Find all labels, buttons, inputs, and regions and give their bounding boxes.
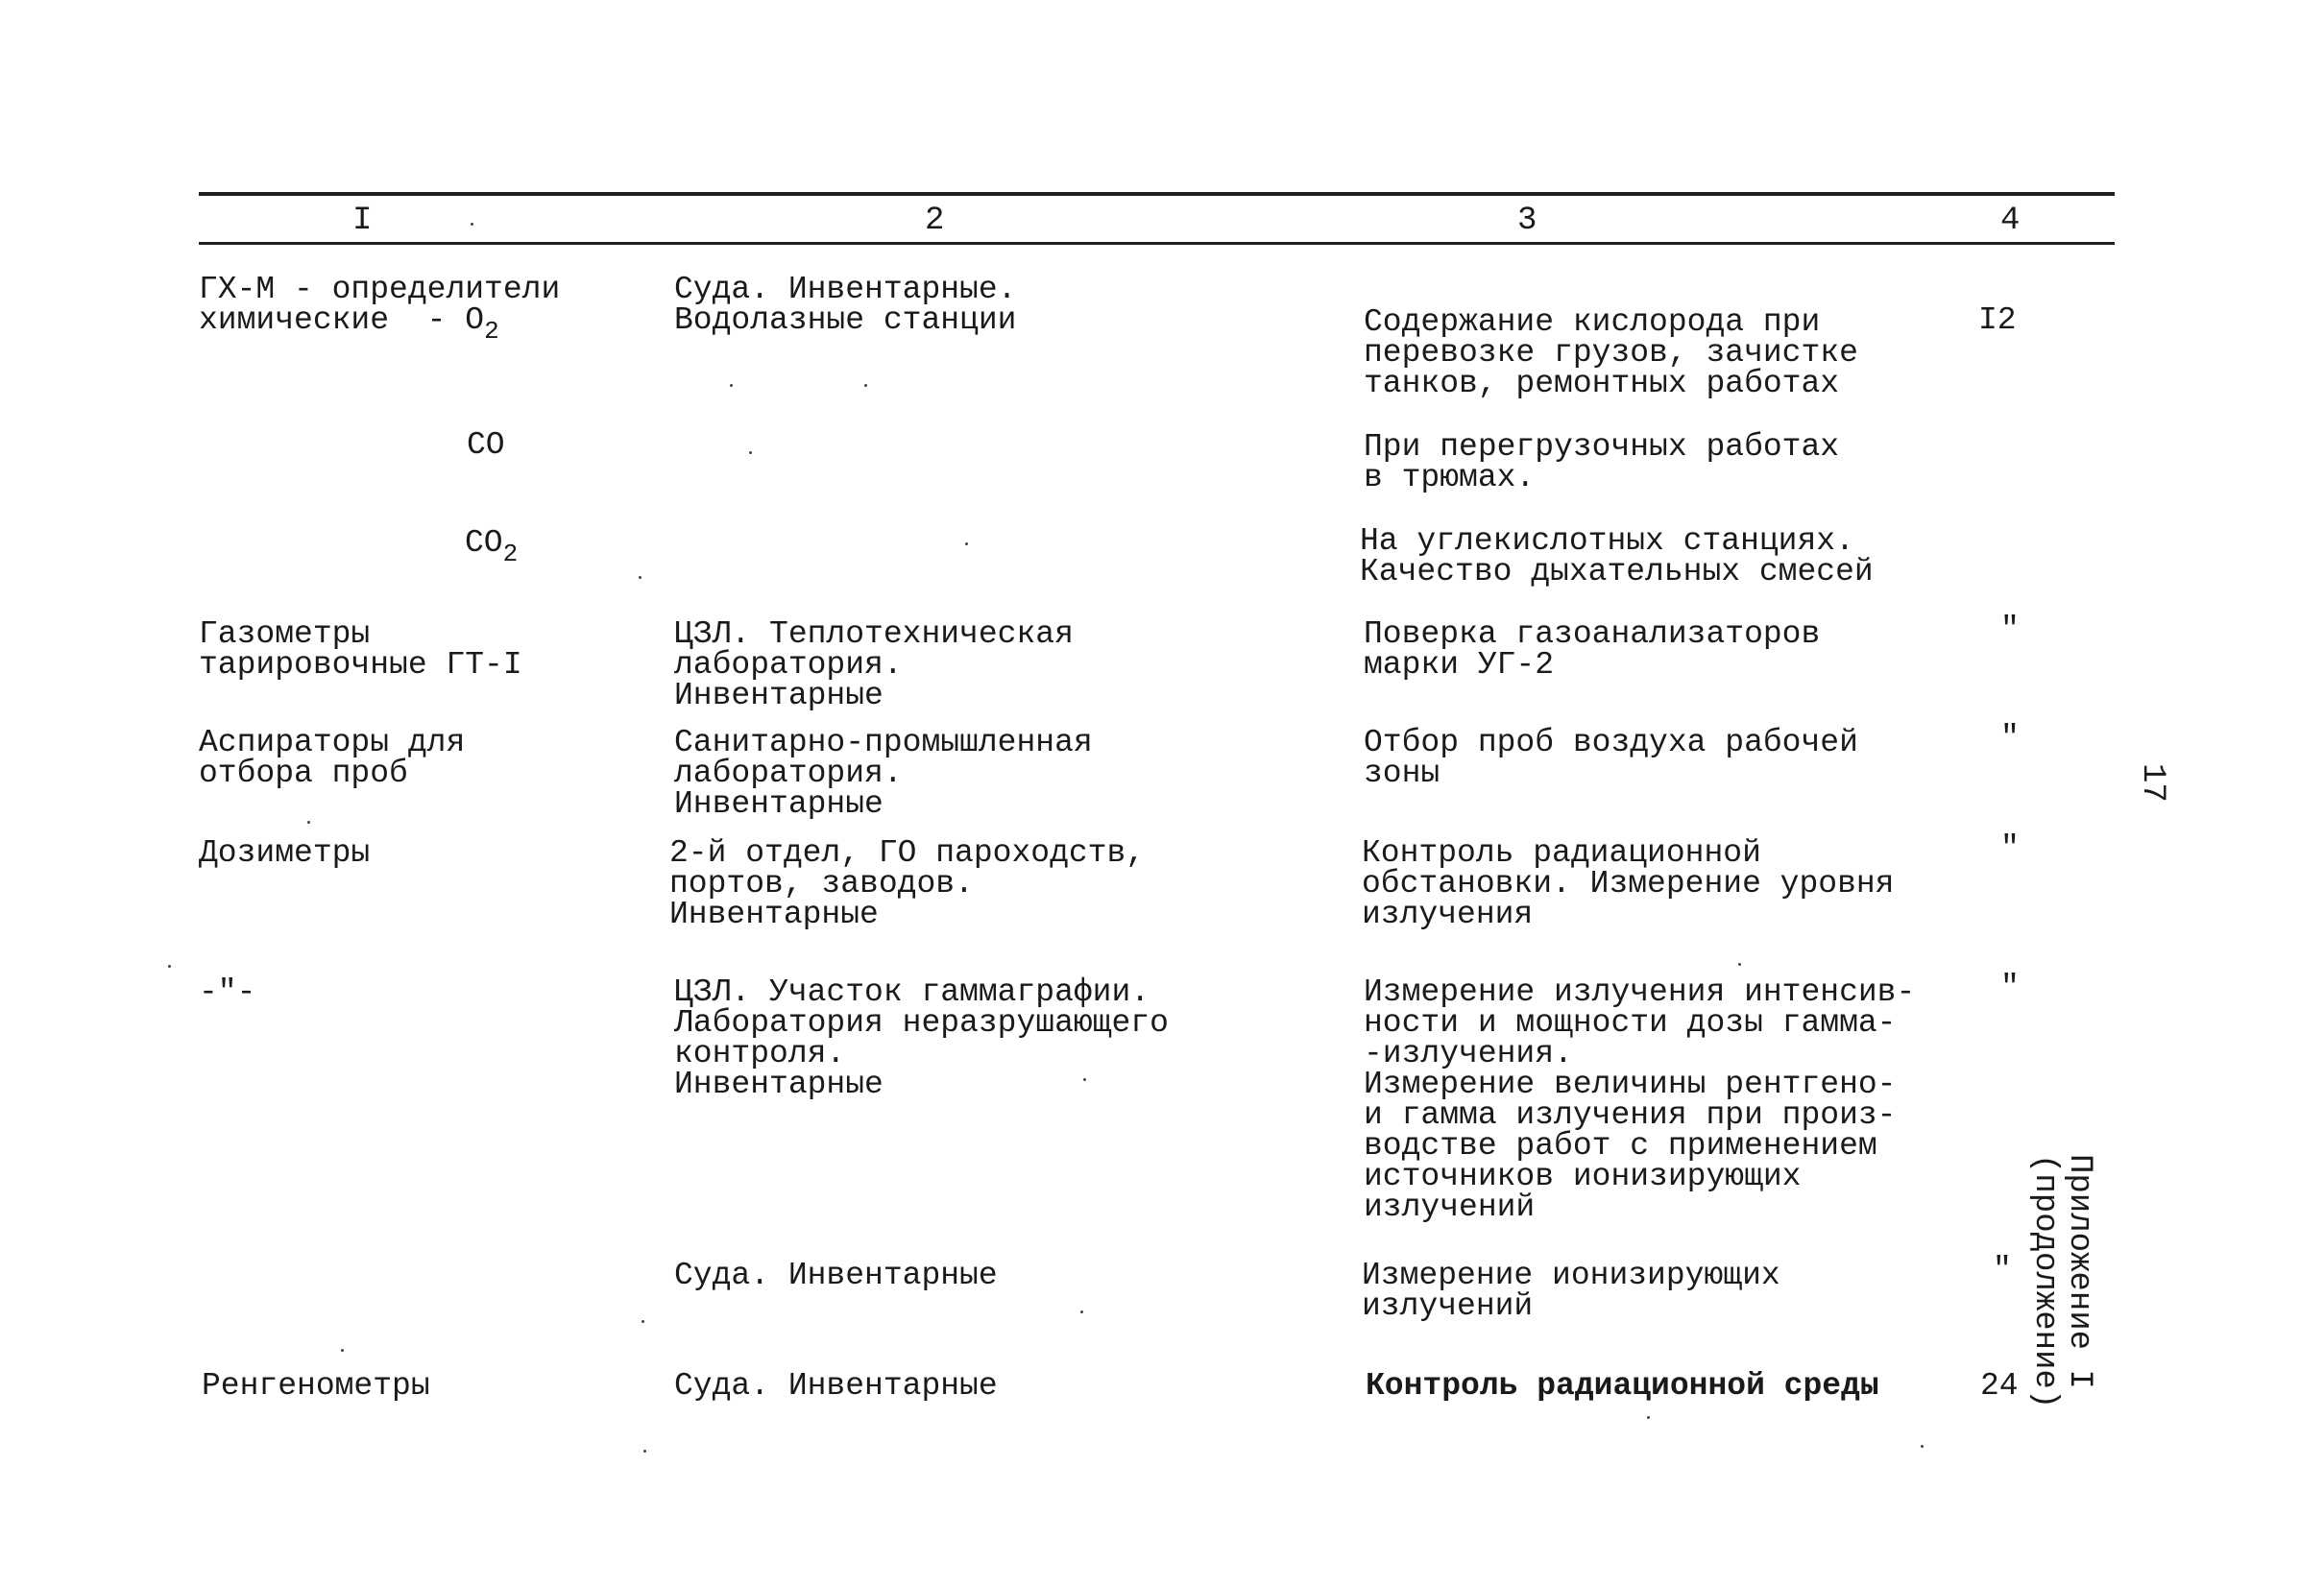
scan-speck: [168, 965, 171, 968]
scan-speck: [642, 1320, 644, 1323]
scan-speck: [1080, 1310, 1083, 1313]
scan-speck: [749, 451, 752, 454]
scan-speck: [471, 223, 473, 226]
row9-quantity: 24: [1980, 1368, 2019, 1404]
row5-purpose: Отбор проб воздуха рабочей зоны: [1364, 725, 1858, 791]
scan-speck: [1083, 1078, 1086, 1081]
scan-speck: [643, 1450, 646, 1453]
row7-purpose: Измерение излучения интенсив- ности и мощности дозы гамма- -излучения. Измерение величины рентгено- и гамма излучения при произ- водстве работ с применением источников ионизирующих излучений: [1364, 974, 1916, 1225]
row3-purpose: На углекислотных станциях. Качество дыхательных смесей: [1360, 523, 1874, 589]
row7-quantity: ": [2000, 970, 2020, 1005]
row2-purpose: При перегрузочных работах в трюмах.: [1364, 429, 1840, 495]
row5-instrument: Аспираторы для отбора проб: [199, 725, 466, 791]
scan-speck: [1738, 963, 1741, 966]
column-header-3: 3: [1517, 203, 1537, 239]
scan-speck: [639, 576, 642, 579]
row9-purpose: Контроль радиационной среды: [1366, 1368, 1879, 1404]
row1-instrument-line1: ГХ-М - определители: [199, 272, 561, 307]
row7-instrument: -"-: [199, 974, 256, 1010]
scan-speck: [1921, 1445, 1924, 1448]
row6-quantity: ": [2000, 830, 2020, 866]
row4-purpose: Поверка газоанализаторов марки УГ-2: [1364, 616, 1821, 683]
row3-co-text: CO: [465, 525, 503, 561]
row3-co2-subscript: 2: [502, 540, 519, 568]
table-top-rule: [199, 192, 2115, 196]
row6-location: 2-й отдел, ГО пароходств, портов, заводов. Инвентарные: [669, 835, 1146, 932]
row1-instrument-line2: химические - O: [199, 302, 485, 338]
table-header-rule: [199, 242, 2115, 245]
row5-quantity: ": [2000, 720, 2020, 756]
row8-purpose: Измерение ионизирующих излучений: [1362, 1258, 1780, 1324]
row5-location: Санитарно-промышленная лаборатория. Инвентарные: [674, 725, 1093, 822]
appendix-label: Приложение I: [2061, 1154, 2097, 1389]
row1-quantity: I2: [1978, 302, 2017, 338]
row9-instrument: Ренгенометры: [202, 1368, 430, 1404]
column-header-4: 4: [2000, 203, 2021, 239]
column-header-1: I: [352, 203, 373, 239]
row4-instrument: Газометры тарировочные ГТ-I: [199, 616, 522, 683]
row1-location: Суда. Инвентарные. Водолазные станции: [674, 272, 1017, 338]
row3-instrument: [465, 525, 519, 568]
row9-location: Суда. Инвентарные: [674, 1368, 998, 1404]
row6-purpose: Контроль радиационной обстановки. Измерение уровня излучения: [1362, 835, 1895, 932]
row7-location: ЦЗЛ. Участок гаммаграфии. Лаборатория неразрушающего контроля. Инвентарные: [674, 974, 1169, 1102]
scan-speck: [307, 821, 310, 824]
row4-location: ЦЗЛ. Теплотехническая лаборатория. Инвентарные: [674, 616, 1074, 713]
page-number: 17: [2134, 763, 2170, 803]
row4-quantity: ": [2000, 612, 2020, 647]
row1-instrument: [199, 272, 561, 346]
scan-speck: [341, 1349, 344, 1352]
scan-speck: [1647, 1416, 1650, 1419]
row2-instrument: CO: [467, 427, 505, 463]
continued-label: (продолжение): [2026, 1154, 2063, 1409]
row6-instrument: Дозиметры: [199, 835, 371, 871]
row8-quantity: ": [1993, 1252, 2012, 1287]
row1-purpose: Содержание кислорода при перевозке грузов, зачистке танков, ремонтных работах: [1364, 304, 1858, 401]
scan-speck: [965, 542, 968, 545]
scan-speck: [730, 384, 733, 387]
scan-speck: [864, 384, 867, 387]
row1-o2-subscript: 2: [484, 317, 499, 346]
row8-location: Суда. Инвентарные: [674, 1258, 998, 1293]
column-header-2: 2: [925, 203, 945, 239]
